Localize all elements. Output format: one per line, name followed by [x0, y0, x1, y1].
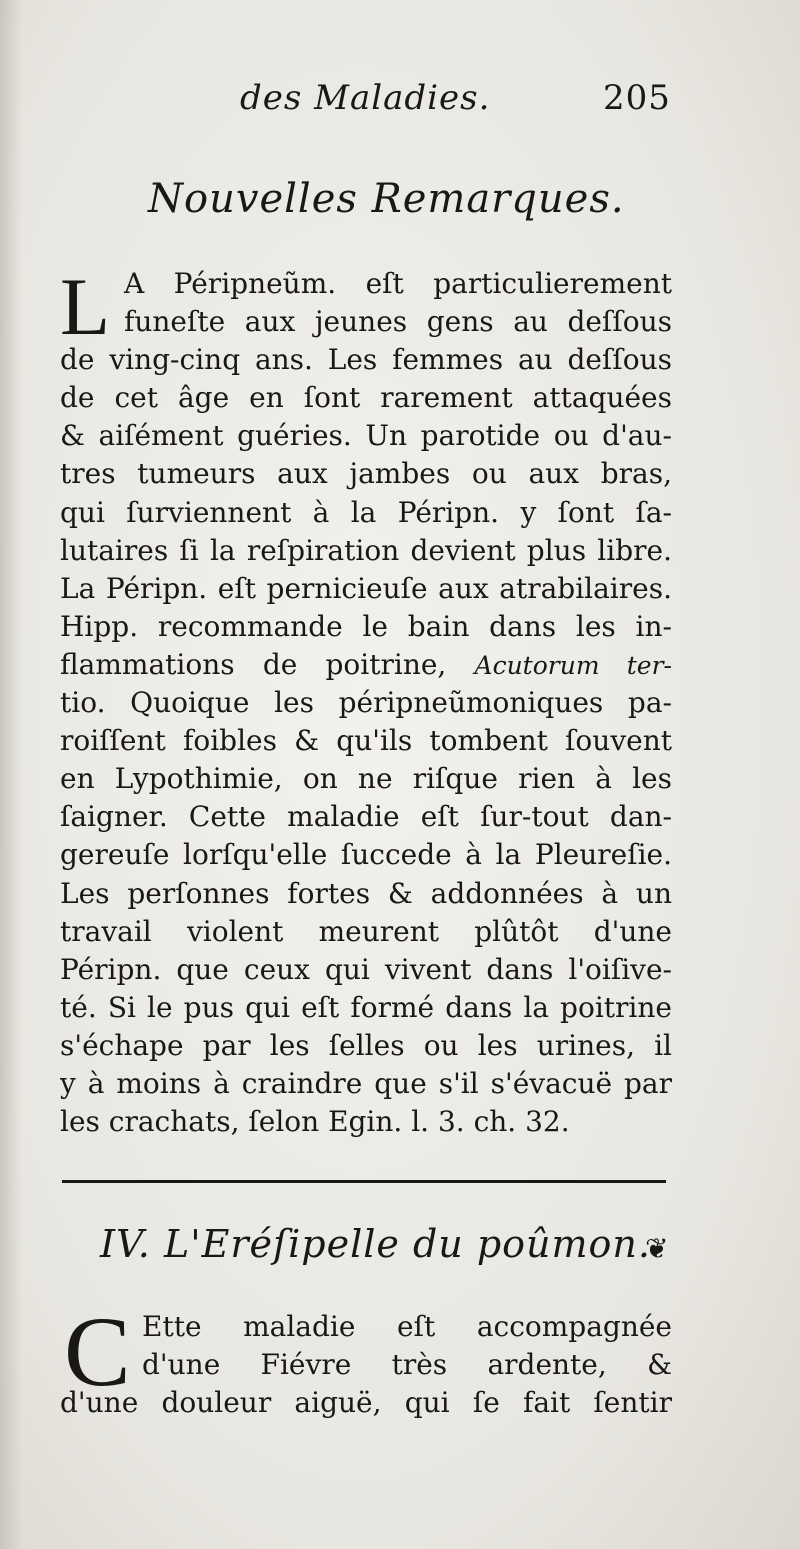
- gutter-shadow: [0, 0, 22, 1549]
- horizontal-rule: [62, 1180, 666, 1183]
- text-line: Péripn. que ceux qui vivent dans l'oiſive-: [60, 952, 672, 986]
- text-line: funeſte aux jeunes gens au deſſous: [124, 305, 672, 339]
- italic-citation: Acutorum ter-: [474, 650, 672, 680]
- drop-cap-c: C: [64, 1296, 131, 1407]
- text-line: travail violent meurent plûtôt d'une: [60, 914, 672, 948]
- section-body: [60, 261, 672, 1141]
- text-line: & aiſément guéries. Un parotide ou d'au-: [60, 419, 672, 453]
- text-line: roiſſent foibles & qu'ils tombent ſouvent: [60, 724, 672, 758]
- text-line: Ette maladie eſt accompagnée: [142, 1310, 672, 1343]
- text-line: té. Si le pus qui eſt formé dans la poitrine: [60, 990, 672, 1024]
- text-line: gereuſe lorſqu'elle ſuccede à la Pleureſie.: [60, 838, 672, 872]
- text-line: tres tumeurs aux jambes ou aux bras,: [60, 457, 672, 491]
- text-line: Hipp. recommande le bain dans les in-: [60, 609, 672, 643]
- text-line: La Péripn. eſt pernicieuſe aux atrabilaires.: [60, 571, 672, 605]
- page-number: 205: [603, 78, 671, 118]
- text-fragment: flammations de poitrine,: [60, 647, 447, 681]
- text-line: d'une douleur aiguë, qui ſe fait ſentir: [60, 1386, 672, 1420]
- fleuron-icon: ❦: [645, 1232, 669, 1265]
- text-line: A Péripneũm. eſt particulierement: [124, 267, 672, 300]
- text-line: y à moins à craindre que s'il s'évacuë par: [60, 1066, 672, 1100]
- chapter-body: [60, 1296, 672, 1422]
- text-line-with-citation: [60, 646, 672, 684]
- text-line: de cet âge en ſont rarement attaquées: [60, 381, 672, 415]
- text-line: ſaigner. Cette maladie eſt ſur-tout dan-: [60, 800, 672, 834]
- text-line: lutaires ſi la reſpiration devient plus libre.: [60, 533, 672, 567]
- text-line: Les perſonnes fortes & addonnées à un: [60, 876, 672, 910]
- text-line: s'échape par les ſelles ou les urines, il: [60, 1028, 672, 1062]
- text-line: tio. Quoique les péripneũmoniques pa-: [60, 686, 672, 720]
- text-line: qui ſurviennent à la Péripn. y ſont ſa-: [60, 495, 672, 529]
- text-line: en Lypothimie, on ne riſque rien à les: [60, 762, 672, 796]
- running-head: [0, 78, 800, 128]
- chapter-title: IV. L'Eréſipelle du poûmon.: [100, 1222, 651, 1266]
- text-line: d'une Fiévre très ardente, &: [142, 1348, 672, 1382]
- section-title: Nouvelles Remarques.: [148, 176, 625, 222]
- drop-cap-l: L: [60, 261, 111, 352]
- text-line: les crachats, ſelon Egin. l. 3. ch. 32.: [60, 1105, 570, 1139]
- running-title: des Maladies.: [240, 78, 491, 118]
- text-line: de ving-cinq ans. Les femmes au deſſous: [60, 343, 672, 377]
